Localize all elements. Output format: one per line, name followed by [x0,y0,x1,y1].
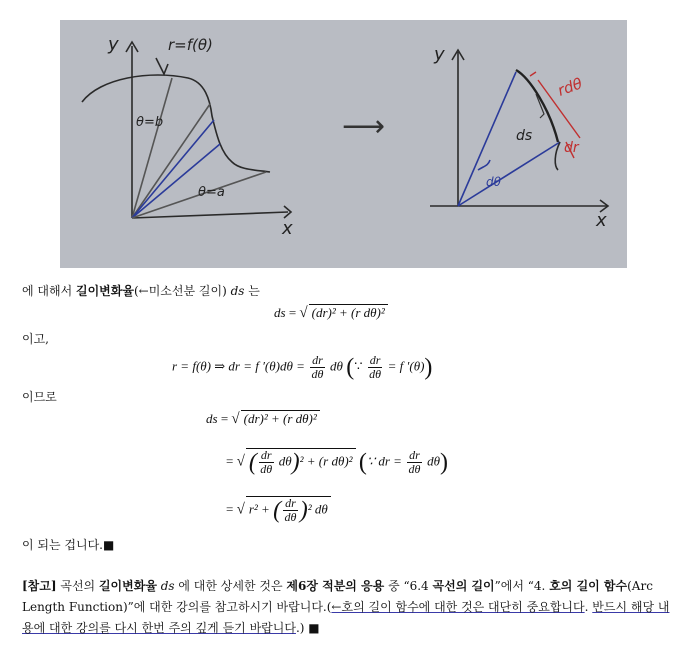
eq3-lhs: ds [206,411,218,426]
reference-note: [참고] 곡선의 길이변화율 ds 에 대한 상세한 것은 제6장 적분의 응용 중 “6.4 곡선의 길이”에서 “4. 호의 길이 함수(Arc Length Function)”에 대한 강의를 참고하시기 바랍니다.(←호의 길이 함수에 대한 것은 대단히 중요합니다. 반드시 해당 내용에 대한 강의를 다시 한번 주의 깊게 듣기 바랍니다.) ■ [22,579,670,635]
conclusion-line [22,536,114,553]
radius-theta-b [132,78,172,218]
eq2-part-b: dθ [326,358,343,374]
left-x-label: x [282,218,293,239]
imeuro-text: 이므로 [22,390,57,404]
eq3-radicand-1: (dr)² + (r dθ)² [241,410,320,427]
note-underline-1: ←호의 길이 함수에 대한 것은 대단히 중요합니다 [331,600,585,614]
right-y-label: y [434,44,445,65]
note-tag: [참고] [22,579,57,593]
theta-a-label: θ=a [198,185,225,200]
equation-ds-line2: = √ ( $\frac{dr}{d\theta}$ dθ)² + (r dθ)² (∵ dr = $\frac{dr}{d\theta}$ dθ) [226,448,448,476]
note-underline-2: 반드시 해당 내용에 대한 강의를 다시 한번 주의 깊게 듣기 바랍니다 [22,600,670,635]
intro-text: 에 대해서 [22,284,76,298]
eq2-because: ∵ [354,358,366,374]
curve-pointer-arrow [156,58,168,74]
igo-text: 이고, [22,332,49,346]
intro-paren-note: (←미소선분 길이) [133,284,231,298]
note-bold-4: 호의 길이 함수 [549,579,628,593]
right-radius-2 [458,142,560,206]
conclusion-text: 이 되는 겁니다. [22,538,103,552]
eq3-because: ∵ dr = [366,453,406,469]
eq1-equals: = [285,305,300,320]
intro-bold-term: 길이변화율 [76,284,134,298]
equation-dr: r = f(θ) ⇒ dr = f ′(θ)dθ = $\frac{dr}{d\theta}$ dθ (∵ $\frac{dr}{d\theta}$ = f ′(θ)) [172,353,433,381]
hand-drawn-figure-photo [60,20,627,268]
note-bold-1: 길이변화율 [98,579,157,593]
arc-tail [555,142,560,170]
intro-tail: 는 [244,284,260,298]
left-y-label: y [108,34,119,55]
eq1-lhs: ds [274,305,286,320]
dtheta-label: dθ [486,175,501,189]
dr-label: dr [564,140,579,156]
polar-curve [82,75,270,172]
eq3-radicand-3: r² + ( $\frac{dr}{d\theta}$ )² dθ [246,496,331,524]
r-dtheta-label: rdθ [555,74,585,100]
eq2-part-a: r = f(θ) ⇒ dr = f ′(θ)dθ = [172,358,309,374]
eq2-fraction: $\frac{dr}{d\theta}$ [311,353,324,381]
eq3-radicand-2: ( $\frac{dr}{d\theta}$ dθ)² + (r dθ)² [246,448,356,476]
eq3-equals: = [217,411,232,426]
ds-label: ds [516,128,533,144]
note-bold-2: 제6장 적분의 응용 [286,579,385,593]
left-diagram [82,42,291,218]
transition-arrow: ⟶ [342,109,386,144]
right-x-label: x [596,210,607,231]
end-square-1: ■ [103,538,115,552]
note-bold-3: 곡선의 길이 [432,579,495,593]
equation-ds-line3: = √ r² + ( $\frac{dr}{d\theta}$ )² dθ [226,496,331,524]
eq1-radicand: (dr)² + (r dθ)² [309,304,388,321]
left-x-axis [132,212,288,218]
dtheta-arc [478,160,490,170]
intro-ds: ds [230,284,245,298]
theta-b-label: θ=b [136,115,164,130]
end-square-2: ■ [308,621,320,635]
equation-ds-basic: ds = √ (dr)² + (r dθ)² [274,304,388,322]
equation-ds-line1: ds = √ (dr)² + (r dθ)² [206,410,320,428]
figure-drawing [60,20,627,268]
eq2-part-c: = f ′(θ) [384,358,425,374]
intro-line [22,282,260,299]
eq2-fraction-2: $\frac{dr}{d\theta}$ [369,353,381,381]
curve-label: r=f(θ) [168,36,213,54]
